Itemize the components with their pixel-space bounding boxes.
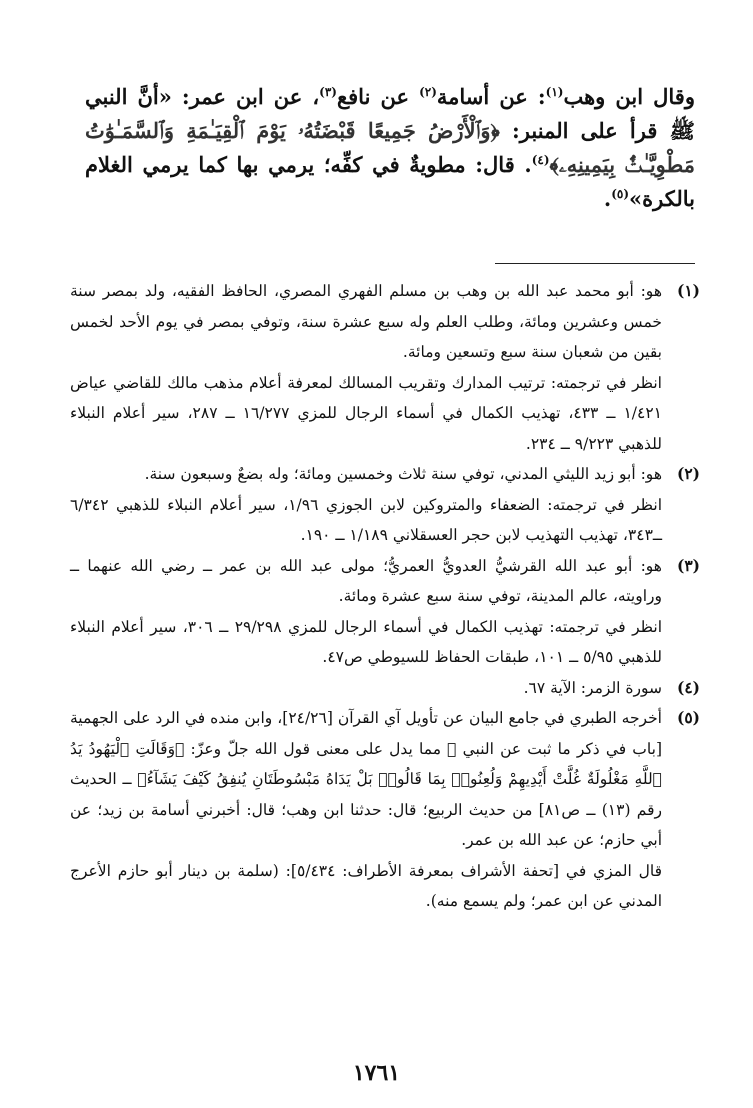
footnote-ref-3: (٣) bbox=[319, 85, 337, 99]
footnote-1 bbox=[70, 276, 700, 459]
text-run: وقال ابن وهب bbox=[563, 84, 695, 109]
footnote-paragraph: أخرجه الطبري في جامع البيان عن تأويل آي القرآن [٢٤/٢٦]، وابن منده في الرد على الجهمية [باب في ذكر ما ثبت عن النبي ﷺ مما يدل على معنى قول الله جلّ وعزّ: ﴿وَقَالَتِ ٱلْيَهُودُ يَدُ ٱللَّهِ مَغْلُولَةٌ غُلَّتْ أَيْدِيهِمْ وَلُعِنُوا۟ بِمَا قَالُوا۟ بَلْ يَدَاهُ مَبْسُوطَتَانِ يُنفِقُ كَيْفَ يَشَآءُ﴾ ــ الحديث رقم (١٣) ــ ص٨١] من حديث الربيع؛ قال: حدثنا ابن وهب؛ قال: أخبرني أسامة بن زيد؛ عن أبي حازم؛ عن عبد الله بن عمر. bbox=[70, 709, 662, 849]
footnote-3 bbox=[70, 551, 700, 673]
footnote-ref-5: (٥) bbox=[611, 187, 630, 201]
footnote-body bbox=[70, 276, 662, 459]
text-run: . قال: مطويةٌ في كفِّه؛ يرمي بها كما يرمي الغلام بالكرة» bbox=[85, 152, 695, 211]
footnotes bbox=[70, 276, 700, 917]
footnote-paragraph: هو: أبو زيد الليثي المدني، توفي سنة ثلاث وخمسين ومائة؛ وله بضعٌ وسبعون سنة. bbox=[144, 465, 662, 483]
footnote-paragraph: انظر في ترجمته: تهذيب الكمال في أسماء الرجال للمزي ٢٩/٢٩٨ ــ ٣٠٦، سير أعلام النبلاء للذهبي ٥/٩٥ ــ ١٠١، طبقات الحفاظ للسيوطي ص٤٧. bbox=[70, 617, 662, 666]
footnote-ref-1: (١) bbox=[545, 85, 564, 99]
page-number: ١٧٦١ bbox=[352, 1060, 401, 1086]
footnote-paragraph: انظر في ترجمته: الضعفاء والمتروكين لابن الجوزي ١/٩٦، سير أعلام النبلاء للذهبي ٦/٣٤٢ ــ٣٤٣، تهذيب التهذيب لابن حجر العسقلاني ١/١٨٩ ــ ١٩٠. bbox=[70, 495, 663, 544]
quran-verse: ﴿وَٱلْأَرْضُ جَمِيعًا قَبْضَتُهُۥ يَوْمَ ٱلْقِيَـٰمَةِ وَٱلسَّمَـٰوَٰتُ مَطْوِيَّـٰتٌۢ بِيَمِينِهِۦ﴾ bbox=[85, 118, 695, 177]
footnote-number: (٤) bbox=[676, 677, 700, 697]
footnote-ref-4: (٤) bbox=[531, 153, 550, 167]
footnote-paragraph: قال المزي في [تحفة الأشراف بمعرفة الأطراف: ٥/٤٣٤]: (سلمة بن دينار أبو حازم الأعرج المدني عن ابن عمر؛ ولم يسمع منه). bbox=[70, 861, 662, 910]
footnote-divider bbox=[495, 263, 695, 264]
text-run: : عن أسامة bbox=[436, 84, 546, 109]
footnote-number: (٢) bbox=[676, 464, 700, 483]
footnote-4 bbox=[70, 673, 700, 704]
footnote-paragraph: هو: أبو محمد عبد الله بن وهب بن مسلم الفهري المصري، الحافظ الفقيه، ولد بمصر سنة خمس وعشرين ومائة، وطلب العلم وله سبع عشرة سنة، وتوفي بمصر في يوم الأحد لخمس بقين من شعبان سنة سبع وتسعين ومائة. bbox=[70, 282, 662, 361]
main-text bbox=[85, 80, 695, 216]
footnote-number: (٥) bbox=[676, 708, 700, 727]
text-run: ، عن ابن عمر: «أنَّ النبي ﷺ قرأ على المنبر: bbox=[85, 84, 695, 143]
footnote-ref-2: (٢) bbox=[419, 85, 437, 99]
footnote-paragraph: سورة الزمر: الآية ٦٧. bbox=[523, 678, 662, 697]
footnote-paragraph: هو: أبو عبد الله القرشيُّ العدويُّ العمريُّ؛ مولى عبد الله بن عمر ــ رضي الله عنهما ــ وراويته، عالم المدينة، توفي سنة سبع عشرة ومائة. bbox=[70, 556, 662, 605]
footnote-body bbox=[70, 673, 662, 704]
footnote-5 bbox=[70, 703, 700, 917]
footnote-body bbox=[70, 459, 662, 551]
footnote-body bbox=[70, 703, 662, 917]
footnote-paragraph: انظر في ترجمته: ترتيب المدارك وتقريب المسالك لمعرفة أعلام مذهب مالك للقاضي عياض ١/٤٢١ ــ ٤٣٣، تهذيب الكمال في أسماء الرجال للمزي ١٦/٢٧٧ ــ ٢٨٧، سير أعلام النبلاء للذهبي ٩/٢٢٣ ــ ٢٣٤. bbox=[70, 373, 663, 453]
footnote-number: (٣) bbox=[676, 555, 700, 575]
footnote-body bbox=[70, 551, 662, 673]
text-run: عن نافع bbox=[336, 84, 420, 109]
footnote-number: (١) bbox=[676, 281, 700, 300]
text-run: . bbox=[603, 186, 612, 211]
footnote-2 bbox=[70, 459, 700, 551]
